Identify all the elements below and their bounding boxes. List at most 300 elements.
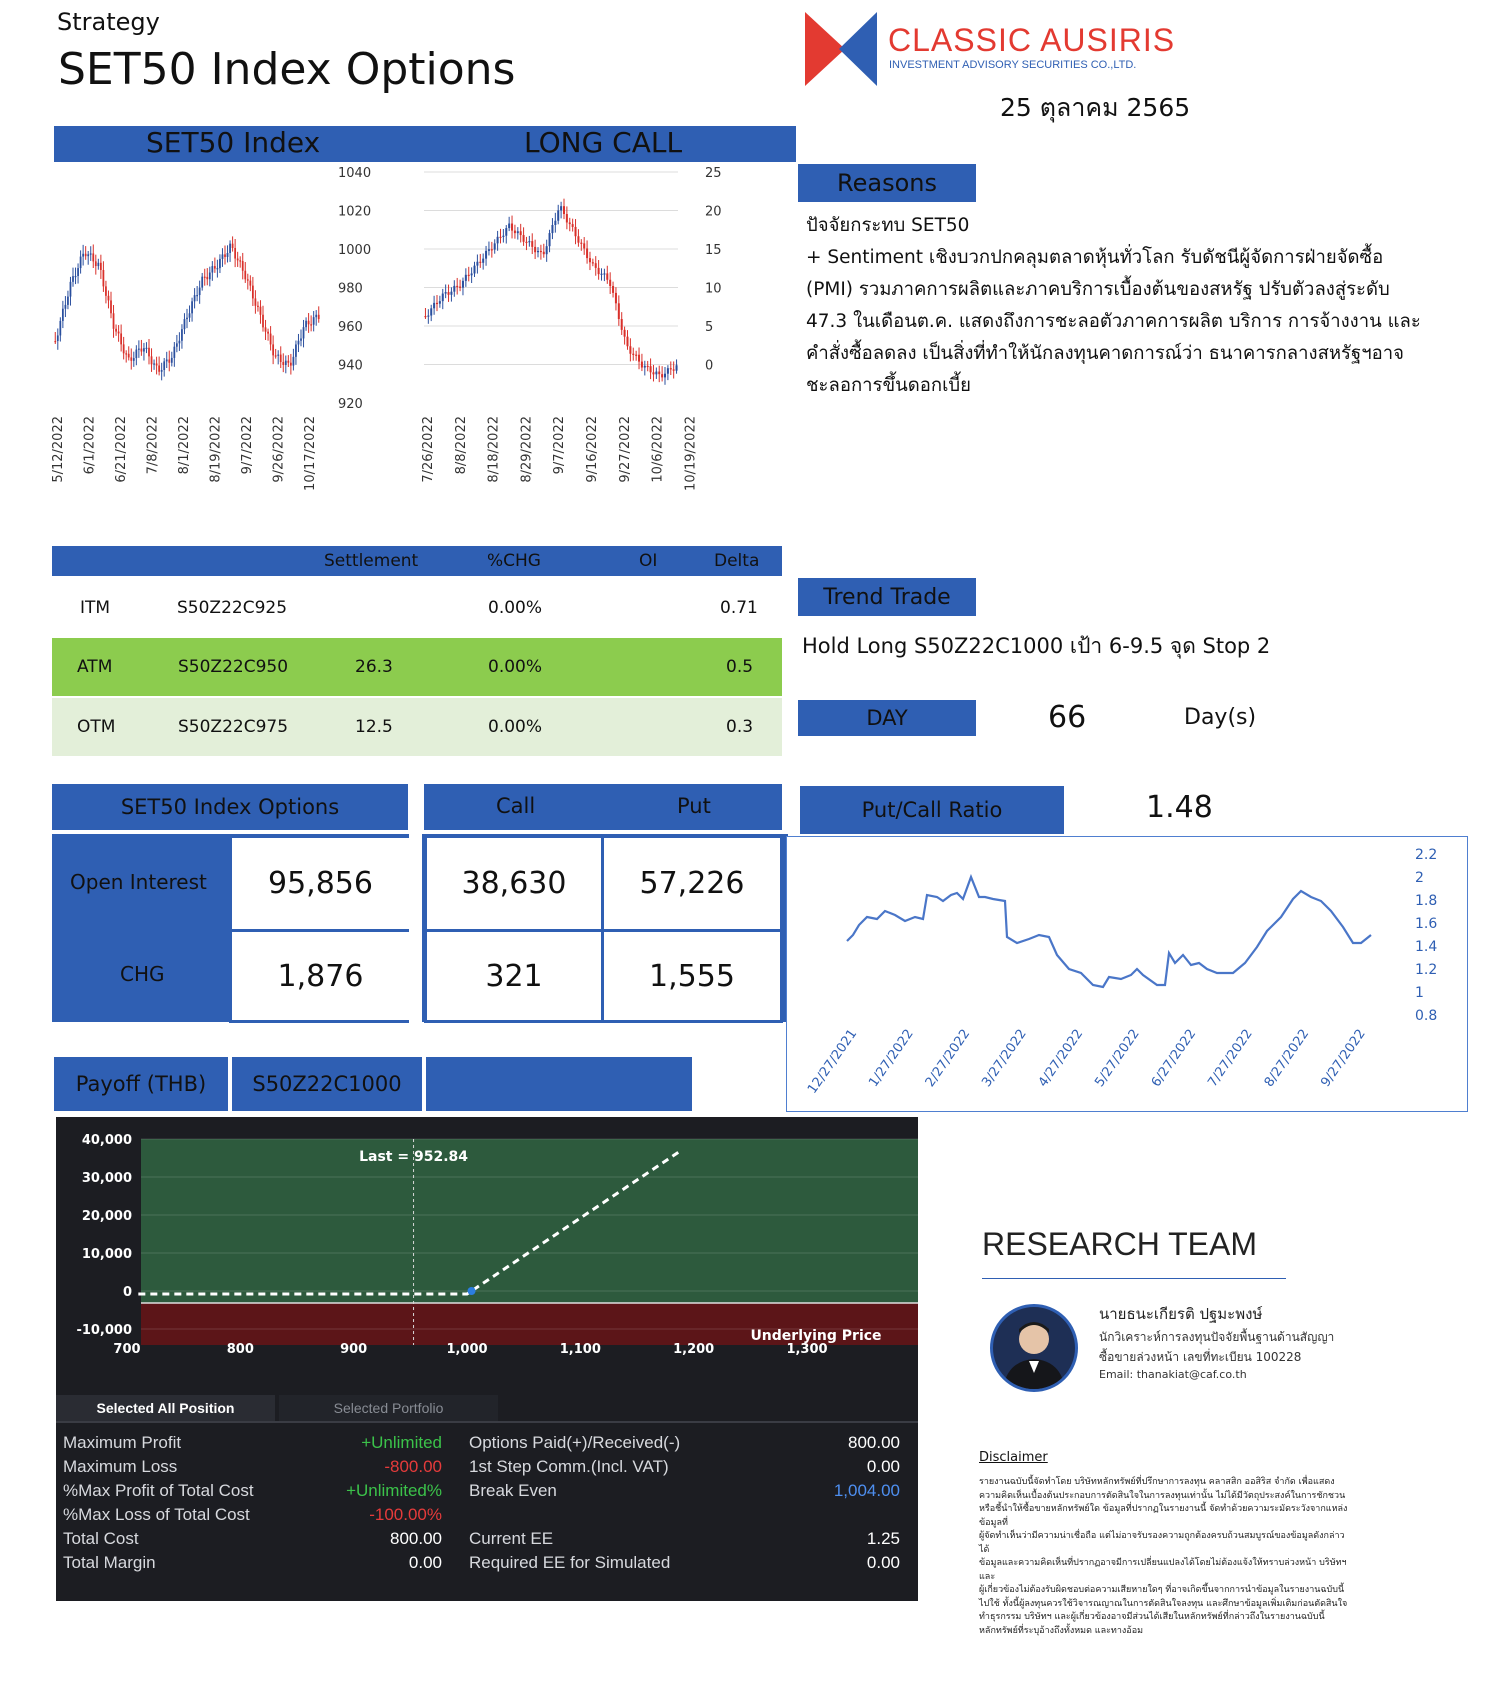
candle — [673, 369, 675, 370]
disclaimer-line: หลักทรัพย์ที่ระบุอ้างถึงทั้งหมด และทางอ้อม — [979, 1625, 1144, 1636]
y-tick-label: 40,000 — [81, 1133, 132, 1148]
payoff-chart — [56, 1117, 918, 1397]
table-row-atm — [52, 638, 782, 696]
day-unit: Day(s) — [1184, 705, 1257, 730]
candle — [658, 372, 660, 375]
x-tick-label: 6/21/2022 — [114, 416, 129, 483]
candle — [87, 254, 89, 256]
candle — [217, 268, 219, 269]
candle — [298, 341, 300, 345]
payoff-label: Payoff (THB) — [75, 1072, 207, 1096]
candle — [557, 210, 559, 220]
candle — [184, 319, 186, 329]
candle — [95, 261, 97, 266]
disclaimer-text — [979, 1476, 1349, 1638]
x-tick-label: 8/19/2022 — [208, 416, 224, 483]
candle — [580, 243, 582, 244]
table-row-itm — [52, 580, 782, 636]
payoff-series-box — [232, 1057, 422, 1111]
chg-total-value: 1,876 — [229, 929, 412, 1023]
stat-value: 0.00 — [866, 1457, 900, 1476]
candle — [168, 360, 170, 363]
candle — [537, 251, 539, 252]
day-value: 66 — [1048, 700, 1087, 735]
y-tick-label: 15 — [705, 243, 722, 258]
candle — [118, 332, 120, 334]
candle — [575, 227, 577, 236]
tab-label: Selected All Position — [96, 1400, 235, 1416]
x-tick-label: 8/18/2022 — [486, 416, 502, 483]
analyst-avatar — [990, 1304, 1078, 1392]
y-tick-label: 30,000 — [81, 1171, 132, 1186]
y-tick-label: 1000 — [338, 243, 372, 258]
candle — [130, 357, 132, 360]
analyst-name: นายธนะเกียรติ ปฐมะพงษ์ — [1099, 1305, 1263, 1323]
candle — [479, 262, 481, 263]
candle — [427, 316, 429, 317]
x-tick-label: 800 — [226, 1342, 254, 1357]
candle — [528, 241, 530, 242]
candle — [265, 327, 267, 331]
candle — [313, 317, 315, 325]
row-delta: 0.5 — [726, 657, 754, 677]
candle — [572, 224, 574, 227]
candle — [85, 254, 87, 256]
x-tick-label: 8/8/2022 — [453, 416, 469, 475]
disclaimer-line: ผู้จัดทำเห็นว่ามีความน่าเชื่อถือ แต่ไม่อาจรับรองความถูกต้องครบถ้วนสมบูรณ์ของข้อมูลดังกล่าวได้ — [979, 1531, 1345, 1555]
row-type: ITM — [80, 598, 111, 618]
candle — [670, 368, 672, 369]
candle — [592, 262, 594, 263]
candle — [474, 266, 476, 274]
candle — [173, 347, 175, 358]
oi-total-value: 95,856 — [229, 835, 412, 932]
candle — [110, 300, 112, 313]
candle — [647, 366, 649, 367]
candle — [300, 338, 302, 340]
y-tick-label: 1020 — [338, 204, 372, 220]
x-tick-label: 10/19/2022 — [683, 416, 699, 491]
candle — [618, 303, 620, 319]
candle — [488, 249, 490, 251]
candle — [232, 244, 234, 248]
analyst-email: Email: thanakiat@caf.co.th — [1099, 1368, 1247, 1381]
x-tick-label: 9/27/2022 — [617, 416, 633, 483]
candle — [525, 242, 527, 243]
underlying-price-label: Underlying Price — [750, 1328, 882, 1344]
candle — [133, 358, 135, 361]
stat-value: 1.25 — [866, 1529, 900, 1548]
candle — [237, 259, 239, 261]
y-tick-label: 10,000 — [81, 1247, 132, 1262]
reasons-line: ชะลอการขึ้นดอกเบี้ย — [806, 375, 971, 396]
trend-header — [798, 578, 976, 616]
candle — [624, 330, 626, 337]
payoff-panel — [56, 1117, 918, 1601]
last-price-label: Last = 952.84 — [359, 1149, 469, 1165]
candle — [120, 333, 122, 344]
candle — [72, 276, 74, 282]
x-tick-label: 7/26/2022 — [421, 416, 436, 483]
candle — [583, 243, 585, 248]
candle — [143, 348, 145, 351]
candle — [549, 233, 551, 246]
candle — [287, 361, 289, 363]
x-tick-label: 1/27/2022 — [866, 1026, 917, 1090]
y-tick-label: 20 — [705, 204, 722, 220]
stat-label: Maximum Loss — [63, 1457, 178, 1476]
candle — [97, 263, 99, 266]
candle — [551, 225, 553, 233]
row-delta: 0.3 — [726, 717, 754, 737]
tab-label: Selected Portfolio — [333, 1400, 444, 1416]
x-tick-label: 7/27/2022 — [1205, 1026, 1256, 1090]
stat-label: Total Cost — [63, 1529, 139, 1548]
candle — [476, 262, 478, 266]
oi-labels-column — [52, 834, 230, 1022]
chg-call-value: 321 — [424, 929, 604, 1023]
candle — [181, 329, 183, 341]
x-tick-label: 8/29/2022 — [519, 416, 535, 483]
candle — [252, 286, 254, 299]
candle — [282, 362, 284, 365]
candle — [450, 292, 452, 295]
candle — [70, 282, 72, 297]
research-title-underline — [982, 1278, 1286, 1279]
y-tick-label: 2.2 — [1415, 847, 1438, 863]
candle — [514, 231, 516, 234]
candle — [308, 321, 310, 325]
open-interest-label: Open Interest — [70, 870, 207, 894]
candle — [57, 335, 59, 341]
x-tick-label: 10/6/2022 — [650, 416, 666, 483]
candle — [214, 266, 216, 268]
row-chg: 0.00% — [488, 657, 543, 677]
candle — [285, 361, 287, 365]
candle — [100, 263, 102, 270]
candle — [508, 224, 510, 229]
candle — [305, 321, 307, 327]
x-tick-label: 2/27/2022 — [922, 1026, 974, 1090]
candle — [606, 273, 608, 279]
candle — [92, 253, 94, 261]
row-settlement: 12.5 — [355, 717, 393, 737]
strategy-label: Strategy — [57, 8, 160, 36]
row-chg: 0.00% — [488, 598, 543, 618]
y-tick-label: 960 — [338, 320, 363, 335]
candle — [141, 349, 143, 352]
candle — [171, 358, 173, 363]
candle — [563, 206, 565, 214]
candle — [62, 309, 64, 321]
candle — [462, 281, 464, 288]
candle — [465, 275, 467, 281]
candle — [54, 341, 56, 342]
x-tick-label: 12/27/2021 — [805, 1026, 861, 1097]
analyst-license: ซื้อขายล่วงหน้า เลขที่ทะเบียน 100228 — [1099, 1350, 1302, 1364]
tab-divider — [56, 1421, 918, 1423]
candle — [310, 324, 312, 325]
candle — [442, 294, 444, 302]
candle — [569, 222, 571, 224]
candle — [433, 303, 435, 308]
candle — [90, 253, 92, 254]
x-tick-label: 7/8/2022 — [145, 416, 161, 475]
brand-name: CLASSIC AUSIRIS — [888, 22, 1176, 58]
candle — [80, 257, 82, 268]
trend-text: Hold Long S50Z22C1000 เป้า 6-9.5 จุด Stop 2 — [802, 634, 1271, 658]
candle — [439, 301, 441, 304]
y-tick-label: -10,000 — [76, 1323, 132, 1338]
reasons-text — [806, 210, 1446, 402]
stat-value: 800.00 — [848, 1433, 900, 1452]
candle — [82, 254, 84, 257]
x-tick-label: 900 — [340, 1342, 368, 1357]
pcr-line-chart — [787, 837, 1467, 1111]
page-title: SET50 Index Options — [58, 44, 516, 95]
col-settlement: Settlement — [324, 551, 419, 571]
pcr-label: Put/Call Ratio — [861, 798, 1003, 822]
candle — [123, 344, 125, 353]
stat-value: 800.00 — [390, 1529, 442, 1548]
candle — [566, 214, 568, 222]
y-tick-label: 940 — [338, 358, 363, 374]
row-type: OTM — [77, 717, 116, 737]
tab-selected-portfolio[interactable] — [279, 1395, 498, 1421]
candle — [277, 355, 279, 356]
candle — [138, 349, 140, 350]
candle — [577, 236, 579, 242]
candle — [255, 298, 257, 305]
candle — [158, 365, 160, 371]
candle — [146, 348, 148, 349]
candle — [105, 286, 107, 295]
x-tick-label: 5/27/2022 — [1092, 1026, 1143, 1090]
candle — [445, 292, 447, 293]
x-tick-label: 9/26/2022 — [271, 416, 287, 483]
y-tick-label: 0 — [122, 1285, 132, 1300]
candle — [267, 332, 269, 334]
candle — [534, 247, 536, 252]
oi-call-value: 38,630 — [424, 835, 604, 932]
candle — [65, 305, 67, 309]
candle — [655, 372, 657, 375]
candle — [511, 224, 513, 231]
candle — [161, 370, 163, 372]
candle — [485, 251, 487, 259]
candle — [543, 252, 545, 254]
candle — [249, 281, 251, 286]
stat-label: %Max Loss of Total Cost — [63, 1505, 250, 1524]
row-settlement: 26.3 — [355, 657, 393, 677]
y-tick-label: 10 — [705, 281, 722, 297]
candle — [448, 292, 450, 295]
candle — [295, 344, 297, 356]
tab-selected-all-position[interactable] — [56, 1395, 275, 1421]
candle — [204, 277, 206, 278]
candle — [163, 361, 165, 370]
candle — [153, 363, 155, 364]
row-series: S50Z22C950 — [178, 657, 289, 677]
report-date: 25 ตุลาคม 2565 — [1000, 93, 1191, 122]
candle — [424, 316, 426, 317]
stat-label: Options Paid(+)/Received(-) — [469, 1433, 681, 1452]
candle — [650, 366, 652, 372]
row-chg: 0.00% — [488, 717, 543, 737]
candle — [436, 303, 438, 304]
candle — [242, 261, 244, 271]
candle — [128, 354, 130, 358]
candle — [652, 372, 654, 374]
x-tick-label: 9/16/2022 — [585, 416, 600, 483]
banner-long-call: LONG CALL — [524, 126, 683, 159]
stat-label: Maximum Profit — [63, 1433, 182, 1452]
row-series: S50Z22C975 — [178, 717, 289, 737]
candle — [260, 307, 262, 315]
candle — [113, 313, 115, 329]
disclaimer-line: ข้อมูลและความคิดเห็นที่ปรากฏอาจมีการเปลี่ยนแปลงได้โดยไม่ต้องแจ้งให้ทราบล่วงหน้า บริษัทฯ และ — [979, 1558, 1347, 1582]
candle — [595, 263, 597, 268]
candle — [453, 286, 455, 292]
y-tick-label: 1.6 — [1415, 916, 1438, 932]
reasons-line: 47.3 ในเดือนต.ค. แสดงถึงการชะลอตัวภาคการผลิต บริการ การจ้างงาน และ — [806, 311, 1421, 332]
stat-label: %Max Profit of Total Cost — [63, 1481, 254, 1500]
candle — [270, 334, 272, 345]
candle — [430, 308, 432, 315]
candle — [499, 237, 501, 238]
x-tick-label: 1,300 — [786, 1342, 828, 1357]
candle — [638, 355, 640, 362]
x-tick-label: 6/27/2022 — [1148, 1026, 1200, 1090]
disclaimer-line: หรือชี้นำให้ซื้อขายหลักทรัพย์ใด ข้อมูลที่ปรากฏในรายงานนี้ จัดทำด้วยความระมัดระวังจากแหล่งข้อมูลที่ — [979, 1504, 1348, 1528]
candle — [635, 355, 637, 356]
candle — [199, 288, 201, 295]
reasons-line: (PMI) รวมภาคการผลิตและภาคบริการเบื้องต้นของสหรัฐ ปรับตัวลงสู่ระดับ — [806, 279, 1390, 300]
candle — [661, 374, 663, 377]
candle — [482, 259, 484, 263]
candle — [471, 273, 473, 275]
disclaimer-title: Disclaimer — [979, 1450, 1048, 1465]
candle — [560, 206, 562, 210]
candle — [186, 318, 188, 319]
candle — [502, 236, 504, 237]
reasons-header — [798, 164, 976, 202]
disclaimer-line: ทำธุรกรรม บริษัทฯ และผู้เกี่ยวข้องอาจมีส่วนได้เสียในหลักทรัพย์ที่กล่าวถึงในรายงานฉบับนี้ — [979, 1612, 1325, 1622]
candle — [227, 253, 229, 257]
x-tick-label: 5/12/2022 — [51, 416, 66, 483]
set50-candlestick-chart — [50, 166, 420, 546]
candle — [318, 315, 320, 319]
candle — [75, 276, 77, 277]
pcr-series-line — [847, 877, 1371, 987]
candle — [644, 366, 646, 368]
candle — [229, 244, 231, 253]
candle — [468, 275, 470, 276]
x-tick-label: 10/17/2022 — [303, 416, 318, 491]
stat-value: -800.00 — [384, 1457, 442, 1476]
x-tick-label: 3/27/2022 — [979, 1026, 1030, 1090]
candle — [280, 355, 282, 362]
call-label: Call — [496, 794, 536, 818]
oi-put-value: 57,226 — [601, 835, 783, 932]
stat-label: Break Even — [469, 1481, 557, 1500]
y-tick-label: 0 — [705, 358, 714, 374]
col-oi: OI — [639, 551, 658, 571]
candle — [275, 355, 277, 356]
stat-label: Current EE — [469, 1529, 554, 1548]
candle — [194, 295, 196, 301]
oi-gap — [409, 834, 422, 1024]
y-tick-label: 1.4 — [1415, 939, 1438, 955]
day-label: DAY — [866, 706, 908, 730]
candle — [179, 341, 181, 344]
candle — [135, 350, 137, 359]
analyst-role: นักวิเคราะห์การลงทุนปัจจัยพื้นฐานด้านสัญญา — [1099, 1330, 1335, 1344]
disclaimer-line: ความคิดเห็นเบื้องต้นประกอบการตัดสินใจในการลงทุนเท่านั้น ไม่ได้มีวัตถุประสงค์ในการชักชวน — [979, 1490, 1346, 1501]
x-tick-label: 6/1/2022 — [82, 416, 98, 475]
payoff-blank-box — [426, 1057, 692, 1111]
candle — [531, 241, 533, 247]
candle — [67, 297, 69, 305]
payoff-series: S50Z22C1000 — [252, 1072, 402, 1096]
candle — [609, 280, 611, 286]
y-tick-label: 1040 — [338, 166, 372, 181]
candle — [196, 295, 198, 296]
long-call-candlestick-chart — [420, 166, 790, 546]
row-delta: 0.71 — [720, 598, 758, 618]
candle — [191, 301, 193, 313]
candle — [664, 374, 666, 378]
candle — [603, 273, 605, 274]
candle — [494, 243, 496, 249]
candle — [626, 337, 628, 347]
candle — [315, 315, 317, 317]
candle — [206, 277, 208, 279]
oi-section-title-label: SET50 Index Options — [120, 795, 340, 819]
candle — [156, 363, 158, 365]
y-tick-label: 0.8 — [1415, 1008, 1438, 1024]
oi-section-title — [52, 784, 408, 830]
candle — [209, 273, 211, 280]
candle — [189, 313, 191, 317]
candle — [459, 287, 461, 288]
candle — [554, 221, 556, 225]
candle — [632, 354, 634, 355]
candle — [211, 266, 213, 272]
candle — [676, 365, 678, 370]
candle — [103, 270, 105, 286]
candle — [272, 344, 274, 355]
reasons-line: คำสั่งซื้อลดลง เป็นสิ่งที่ทำให้นักลงทุนคาดการณ์ว่า ธนาคารกลางสหรัฐฯอาจ — [806, 343, 1404, 364]
disclaimer-line: รายงานฉบับนี้จัดทำโดย บริษัทหลักทรัพย์ที่ปรึกษาการลงทุน คลาสสิก ออสิริส จำกัด เพื่อแสดง — [979, 1477, 1335, 1487]
candle — [247, 279, 249, 280]
candle — [262, 315, 264, 328]
stat-value: +Unlimited — [361, 1433, 442, 1452]
x-tick-label: 8/27/2022 — [1261, 1026, 1313, 1090]
candle — [589, 258, 591, 262]
research-team-title: RESEARCH TEAM — [982, 1226, 1258, 1262]
x-tick-label: 700 — [113, 1342, 141, 1357]
x-tick-label: 1,200 — [673, 1342, 715, 1357]
candle — [586, 248, 588, 258]
day-header — [798, 700, 976, 736]
payoff-label-box — [54, 1057, 228, 1111]
y-tick-label: 1.8 — [1415, 893, 1438, 909]
y-tick-label: 920 — [338, 397, 363, 412]
stat-label: Total Margin — [63, 1553, 156, 1572]
stat-label: Required EE for Simulated — [469, 1553, 671, 1572]
disclaimer-line: ผู้เกี่ยวข้องไม่ต้องรับผิดชอบต่อความเสียหายใดๆ ที่อาจเกิดขึ้นจากการนำข้อมูลในรายงานฉบับนี้ — [979, 1585, 1345, 1595]
